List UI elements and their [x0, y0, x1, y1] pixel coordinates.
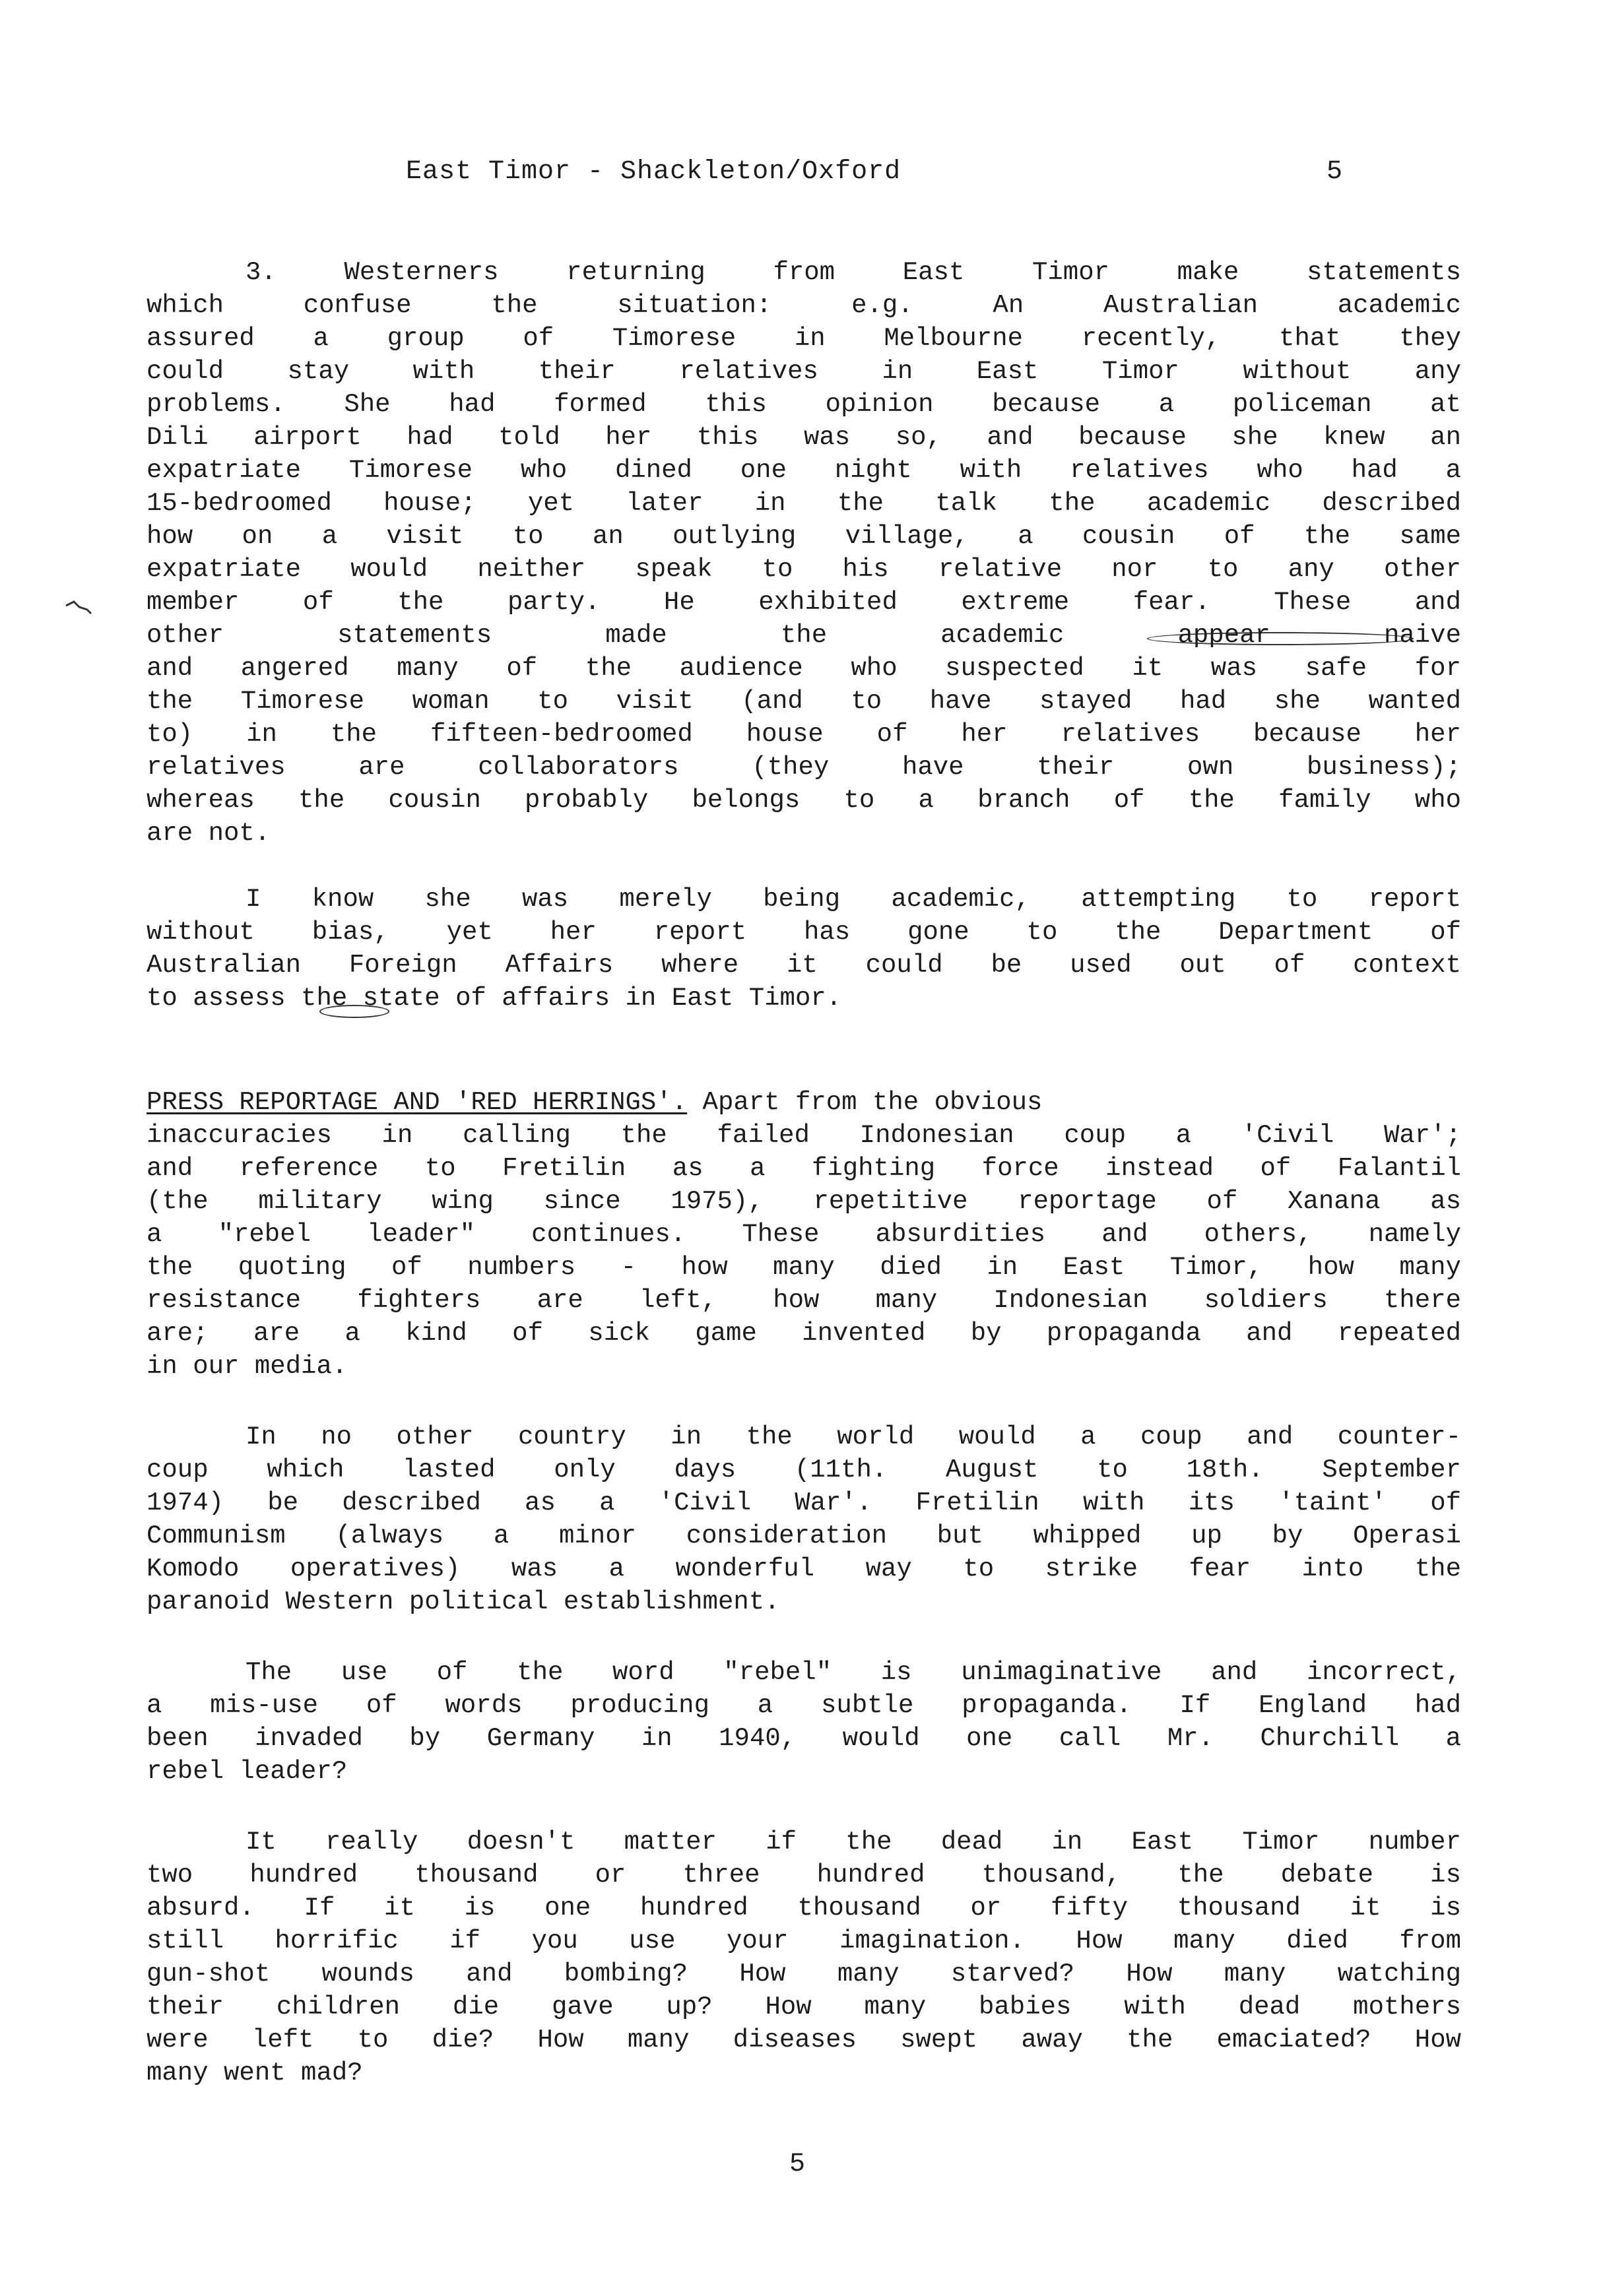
- text-line: which confuse the situation: e.g. An Australian academic: [147, 291, 1461, 320]
- text-line: still horrific if you use your imagination. How many died from: [147, 1927, 1461, 1956]
- text-line: (the military wing since 1975), repetitive reportage of Xanana as: [147, 1187, 1461, 1216]
- text-line: their children die gave up? How many babies with dead mothers: [147, 1993, 1461, 2022]
- text-line: coup which lasted only days (11th. August to 18th. September: [147, 1455, 1461, 1484]
- text-line: are; are a kind of sick game invented by propaganda and repeated: [147, 1319, 1461, 1348]
- text-line: relatives are collaborators (they have their own business);: [147, 753, 1461, 782]
- paragraph-rebel: [147, 1656, 1461, 1788]
- text-line: In no other country in the world would a coup and counter-: [246, 1422, 1461, 1451]
- text-line: were left to die? How many diseases swept away the emaciated? How: [147, 2025, 1461, 2055]
- text-line: the Timorese woman to visit (and to have stayed had she wanted: [147, 687, 1461, 716]
- paragraph-westerners: [147, 256, 1461, 850]
- text-line: and angered many of the audience who suspected it was safe for: [147, 654, 1461, 683]
- text-line: whereas the cousin probably belongs to a branch of the family who: [147, 786, 1461, 815]
- running-header-page-number: 5: [1327, 157, 1343, 187]
- text-line: 3. Westerners returning from East Timor make statements: [246, 258, 1461, 287]
- text-line: absurd. If it is one hundred thousand or fifty thousand it is: [147, 1894, 1461, 1923]
- margin-arrow-mark: [65, 598, 94, 618]
- text-line: [147, 1086, 1461, 1119]
- text-line: gun-shot wounds and bombing? How many starved? How many watching: [147, 1960, 1461, 1989]
- text-line: how on a visit to an outlying village, a cousin of the same: [147, 522, 1461, 551]
- text-line: problems. She had formed this opinion because a policeman at: [147, 390, 1461, 419]
- paragraph-press-reportage: [147, 1086, 1461, 1383]
- text-line: to) in the fifteen-bedroomed house of her relatives because her: [147, 720, 1461, 749]
- text-line: could stay with their relatives in East Timor without any: [147, 357, 1461, 386]
- text-line: member of the party. He exhibited extreme fear. These and: [147, 588, 1461, 617]
- text-line: I know she was merely being academic, attempting to report: [246, 885, 1461, 914]
- footer-page-number: 5: [789, 2150, 806, 2179]
- text-line: are not.: [147, 819, 271, 848]
- text-line: assured a group of Timorese in Melbourne recently, that they: [147, 324, 1461, 353]
- text-line: two hundred thousand or three hundred thousand, the debate is: [147, 1861, 1461, 1890]
- text-line: and reference to Fretilin as a fighting force instead of Falantil: [147, 1154, 1461, 1183]
- heading-line-text: Apart from the obvious: [687, 1088, 1043, 1117]
- paragraph-academic: [147, 883, 1461, 1015]
- text-line: resistance fighters are left, how many Indonesian soldiers there: [147, 1286, 1461, 1315]
- text-line: been invaded by Germany in 1940, would one call Mr. Churchill a: [147, 1724, 1461, 1753]
- text-line: paranoid Western political establishment.: [147, 1587, 780, 1616]
- running-header-title: East Timor - Shackleton/Oxford: [406, 157, 901, 187]
- text-line: a "rebel leader" continues. These absurdities and others, namely: [147, 1220, 1461, 1249]
- section-heading: PRESS REPORTAGE AND 'RED HERRINGS'.: [147, 1088, 688, 1117]
- text-line: expatriate would neither speak to his relative nor to any other: [147, 555, 1461, 584]
- text-line: The use of the word "rebel" is unimaginative and incorrect,: [246, 1658, 1461, 1687]
- paragraph-civil-war: [147, 1420, 1461, 1618]
- text-line: rebel leader?: [147, 1757, 348, 1786]
- text-line: expatriate Timorese who dined one night with relatives who had a: [147, 456, 1461, 485]
- text-line: Dili airport had told her this was so, and because she knew an: [147, 423, 1461, 452]
- text-line: a mis-use of words producing a subtle propaganda. If England had: [147, 1691, 1461, 1720]
- text-line: 1974) be described as a 'Civil War'. Fretilin with its 'taint' of: [147, 1488, 1461, 1517]
- text-line: the quoting of numbers - how many died in East Timor, how many: [147, 1253, 1461, 1282]
- text-line: Communism (always a minor consideration but whipped up by Operasi: [147, 1521, 1461, 1550]
- text-line: Australian Foreign Affairs where it could be used out of context: [147, 951, 1461, 980]
- text-line: many went mad?: [147, 2058, 363, 2088]
- text-line: other statements made the academic appear naive: [147, 621, 1461, 650]
- text-line: It really doesn't matter if the dead in East Timor number: [246, 1828, 1461, 1857]
- text-line: Komodo operatives) was a wonderful way to strike fear into the: [147, 1554, 1461, 1583]
- text-line: in our media.: [147, 1352, 348, 1381]
- text-line: to assess the state of affairs in East Timor.: [147, 984, 842, 1013]
- text-line: 15-bedroomed house; yet later in the talk the academic described: [147, 489, 1461, 518]
- text-line: without bias, yet her report has gone to the Department of: [147, 918, 1461, 947]
- paragraph-dead-numbers: [147, 1826, 1461, 2089]
- text-line: inaccuracies in calling the failed Indonesian coup a 'Civil War';: [147, 1121, 1461, 1150]
